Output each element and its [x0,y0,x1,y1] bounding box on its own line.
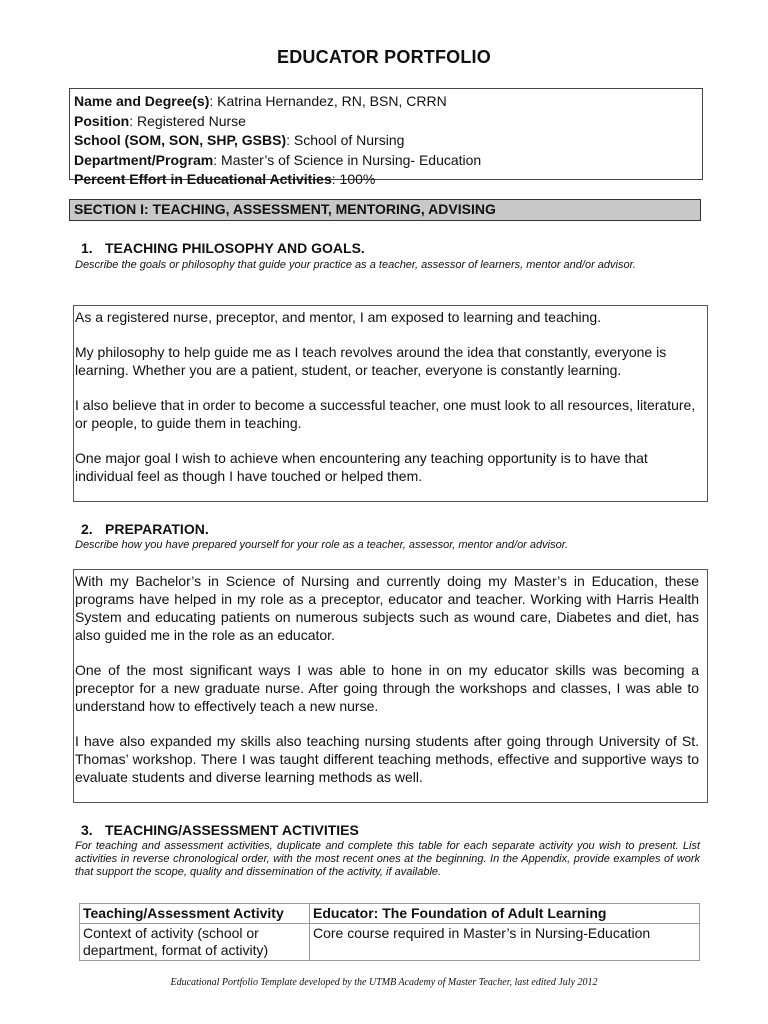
preparation-description: Describe how you have prepared yourself for your role as a teacher, assessor, mentor and/or advisor. [75,539,569,551]
table-header-cell: Teaching/Assessment Activity [80,904,310,924]
philosophy-paragraph: As a registered nurse, preceptor, and mentor, I am exposed to learning and teaching. [75,309,602,325]
school-value: : School of Nursing [286,132,405,148]
table-cell: Context of activity (school or department, format of activity) [80,924,310,961]
school-label: School (SOM, SON, SHP, GSBS) [74,132,287,148]
activity-table [79,903,700,961]
effort-label: Percent Effort in Educational Activities [74,171,332,187]
department-row [74,151,699,171]
activities-heading-text: TEACHING/ASSESSMENT ACTIVITIES [105,822,359,838]
page-title: EDUCATOR PORTFOLIO [277,47,491,67]
philosophy-description: Describe the goals or philosophy that guide your practice as a teacher, assessor of learners, mentor and/or advisor. [75,259,636,271]
philosophy-paragraph: One major goal I wish to achieve when encountering any teaching opportunity is to have that individual feel as though I have touched or helped them. [75,450,648,484]
activities-heading [81,822,359,838]
preparation-heading-text: PREPARATION. [105,521,209,537]
name-row [74,92,699,112]
position-label: Position [74,112,130,129]
preparation-paragraph: With my Bachelor’s in Science of Nursing and currently doing my Master’s in Education, these programs have helped in my role as a preceptor, educator and teacher. Working with Harris Health System and educating patients on numerous subjects such as wound care, Diabetes and diet, has also guided me in the role as an educator. [75,573,699,643]
profile-info-box [69,88,703,187]
department-label: Department/Program [74,151,214,168]
preparation-number: 2. [81,521,93,537]
activities-description: For teaching and assessment activities, duplicate and complete this table for each separate activity you wish to present. List activities in reverse chronological order, with the most recent ones at the beginning. In the Appendix, provide examples of work that support the scope, quality and dissemination of the activity, if available. [75,840,700,878]
philosophy-textbox [73,305,708,502]
effort-row [74,170,699,190]
table-header-cell: Educator: The Foundation of Adult Learning [310,904,700,924]
school-row [74,131,699,151]
table-cell: Core course required in Master’s in Nursing-Education [310,924,700,961]
position-value: : Registered Nurse [129,112,246,129]
page-footer: Educational Portfolio Template developed by the UTMB Academy of Master Teacher, last edited July 2012 [170,977,598,988]
table-header-row [80,904,700,924]
philosophy-paragraph: I also believe that in order to become a successful teacher, one must look to all resources, literature, or people, to guide them in teaching. [75,397,696,431]
name-value: : Katrina Hernandez, RN, BSN, CRRN [209,93,447,109]
preparation-heading [81,521,209,537]
philosophy-heading-text: TEACHING PHILOSOPHY AND GOALS. [105,240,365,256]
effort-value: : 100% [331,171,376,187]
name-label: Name and Degree(s) [74,93,210,109]
preparation-paragraph: One of the most significant ways I was able to hone in on my educator skills was becoming a preceptor for a new graduate nurse. After going through the workshops and classes, I was able to understand how to effectively teach a new nurse. [75,662,699,714]
philosophy-number: 1. [81,240,93,256]
preparation-textbox [73,569,708,803]
preparation-paragraph: I have also expanded my skills also teaching nursing students after going through University of St. Thomas’ workshop. There I was taught different teaching methods, effective and supportive ways to evaluate students and diverse learning methods as well. [75,733,699,785]
table-row [80,924,700,961]
section-header: SECTION I: TEACHING, ASSESSMENT, MENTORING, ADVISING [69,199,701,221]
philosophy-paragraph: My philosophy to help guide me as I teach revolves around the idea that constantly, everyone is learning. Whether you are a patient, student, or teacher, everyone is constantly learning. [75,344,667,378]
position-row [74,112,699,132]
department-value: : Master’s of Science in Nursing- Education [213,151,482,168]
activities-number: 3. [81,822,93,838]
philosophy-heading [81,240,365,256]
